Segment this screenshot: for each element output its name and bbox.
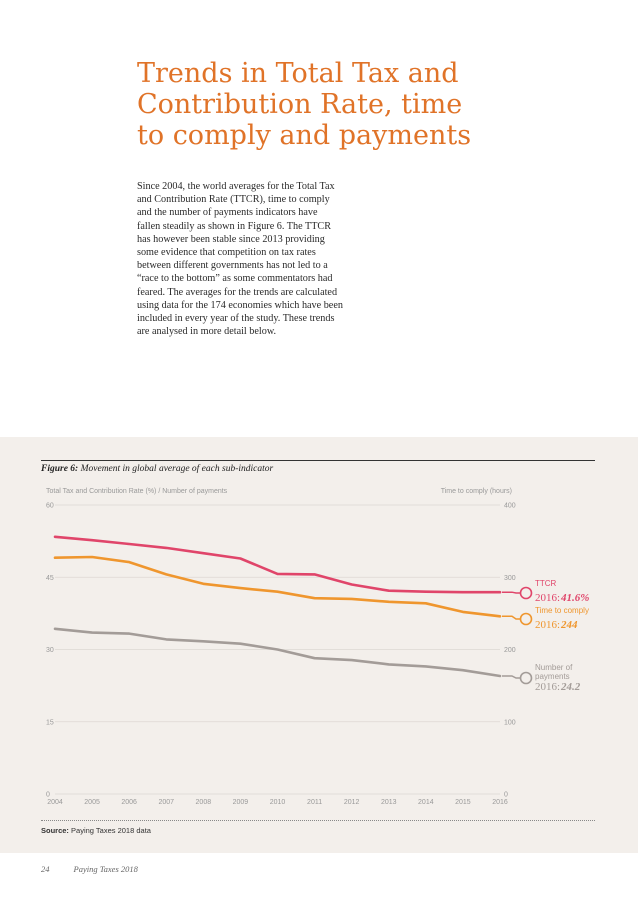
series-end-year-time: 2016: (535, 619, 561, 631)
title-line: Contribution Rate, time (137, 89, 463, 120)
series-end-year-payments: 2016: (535, 681, 561, 693)
series-end-value-time: 244 (561, 619, 578, 631)
page-number: 24 (41, 864, 50, 874)
series-line-ttcr (55, 537, 500, 592)
body-line: Since 2004, the world averages for the Total Tax (137, 181, 335, 192)
article-title (137, 58, 497, 151)
figure-caption (41, 464, 273, 474)
body-line: has however been stable since 2013 providing (137, 233, 325, 245)
body-paragraph (137, 180, 367, 338)
right-tick-label: 400 (504, 502, 516, 510)
title-line: Trends in Total Tax and (137, 58, 459, 89)
left-tick-label: 0 (46, 791, 50, 799)
x-tick-label: 2011 (307, 799, 323, 806)
x-tick-label: 2016 (492, 799, 508, 806)
left-tick-label: 30 (46, 647, 54, 654)
line-chart (0, 480, 638, 810)
x-tick-label: 2015 (455, 799, 471, 806)
right-tick-label: 0 (504, 791, 508, 799)
body-line: between different governments has not led to a (137, 260, 328, 272)
x-tick-label: 2009 (232, 799, 249, 806)
series-line-time (55, 557, 500, 616)
body-line: feared. The averages for the trends are calculated (137, 286, 338, 298)
left-tick-label: 15 (46, 719, 54, 727)
page-footer (41, 864, 138, 874)
series-connector-payments (502, 676, 520, 678)
left-tick-label: 45 (46, 574, 54, 582)
series-name-time: Time to comply (535, 606, 589, 615)
left-tick-label: 60 (46, 502, 54, 510)
title-line: to comply and payments (137, 120, 472, 151)
figure-source (41, 826, 151, 835)
series-marker-time (521, 614, 532, 625)
right-axis-label: Time to comply (hours) (440, 488, 512, 495)
right-tick-label: 300 (504, 574, 516, 582)
body-line: are analysed in more detail below. (137, 326, 277, 338)
x-tick-label: 2006 (121, 799, 137, 806)
right-tick-label: 200 (504, 647, 516, 654)
x-tick-label: 2004 (47, 799, 63, 806)
body-line: some evidence that competition on tax rates (137, 247, 316, 259)
series-line-payments (55, 629, 500, 676)
x-tick-label: 2013 (380, 799, 397, 806)
figure-caption-label: Figure 6: (41, 464, 79, 474)
left-axis-label: Total Tax and Contribution Rate (%) / Number of payments (46, 488, 228, 495)
figure-top-rule (41, 460, 595, 461)
body-line: using data for the 174 economies which have been (137, 299, 343, 311)
series-name-ttcr: TTCR (535, 579, 557, 588)
body-line: “race to the bottom” as some commentators had (137, 273, 333, 285)
body-line: and the number of payments indicators have (137, 207, 318, 219)
series-end-year-ttcr: 2016: (535, 592, 561, 604)
x-tick-label: 2010 (269, 799, 286, 806)
body-line: fallen steadily as shown in Figure 6. The TTCR (137, 220, 332, 232)
body-line: included in every year of the study. These trends (137, 313, 335, 325)
x-tick-label: 2005 (84, 799, 100, 806)
series-name-payments: Number of (535, 663, 573, 672)
source-label: Source: (41, 826, 69, 835)
source-divider (41, 820, 595, 821)
figure-caption-text: Movement in global average of each sub-indicator (78, 464, 274, 474)
right-tick-label: 100 (504, 719, 516, 727)
x-tick-label: 2007 (158, 799, 175, 806)
series-connector-ttcr (502, 592, 520, 593)
series-end-value-payments: 24.2 (561, 681, 581, 693)
series-end-value-ttcr: 41.6% (561, 592, 590, 604)
x-tick-label: 2012 (343, 799, 360, 806)
series-name-payments: payments (535, 672, 570, 681)
series-marker-payments (521, 673, 532, 684)
body-line: and Contribution Rate (TTCR), time to comply (137, 194, 330, 206)
series-marker-ttcr (521, 588, 532, 599)
source-text: Paying Taxes 2018 data (68, 826, 151, 835)
x-tick-label: 2014 (418, 799, 434, 806)
x-tick-label: 2008 (195, 799, 212, 806)
publication-name: Paying Taxes 2018 (73, 864, 138, 874)
series-connector-time (502, 616, 520, 619)
